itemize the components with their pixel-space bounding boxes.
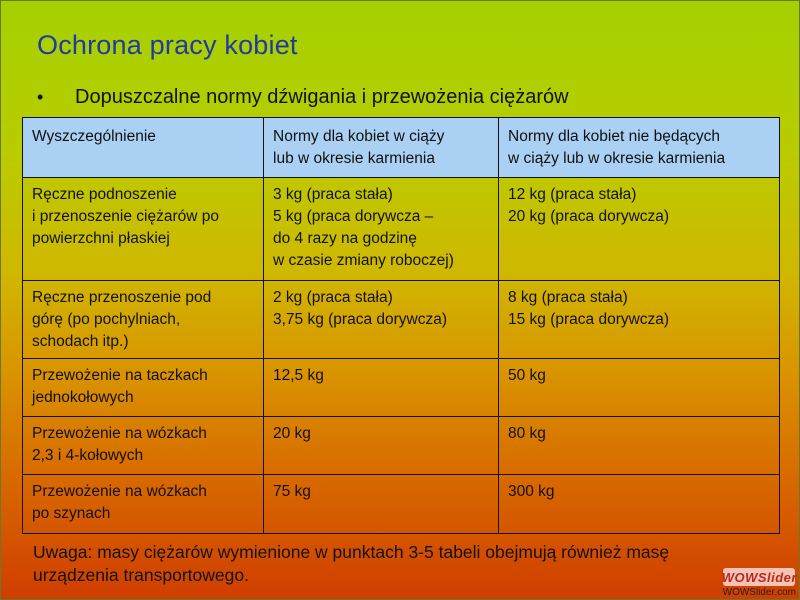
bullet-icon: • xyxy=(37,87,44,107)
cell-line: w czasie zmiany roboczej) xyxy=(273,252,454,269)
cell-line: 2,3 i 4-kołowych xyxy=(32,447,144,464)
cell-line: Normy dla kobiet nie będących xyxy=(508,128,720,145)
cell-line: schodach itp.) xyxy=(32,333,129,350)
cell-line: w ciąży lub w okresie karmienia xyxy=(508,150,726,167)
table-row xyxy=(23,475,780,534)
cell-line: po szynach xyxy=(32,505,111,522)
cell-line: 20 kg xyxy=(273,425,311,442)
note xyxy=(33,541,669,587)
cell-line: 3,75 kg (praca dorywcza) xyxy=(273,311,448,328)
cell-line: Ręczne przenoszenie pod xyxy=(32,289,212,306)
table-cell xyxy=(499,178,780,281)
table-cell xyxy=(23,178,264,281)
table-cell xyxy=(264,417,499,475)
note-line: urządzenia transportowego. xyxy=(33,565,249,585)
cell-line: 3 kg (praca stała) xyxy=(273,186,393,203)
cell-line: 50 kg xyxy=(508,367,546,384)
table-cell xyxy=(264,475,499,534)
cell-line: 12 kg (praca stała) xyxy=(508,186,637,203)
cell-line: lub w okresie karmienia xyxy=(273,150,435,167)
table-row xyxy=(23,417,780,475)
table-header-row xyxy=(23,118,780,178)
table-cell xyxy=(264,178,499,281)
table-row xyxy=(23,178,780,281)
table-header-cell xyxy=(264,118,499,178)
table-cell xyxy=(499,475,780,534)
subtitle-text: Dopuszczalne normy dźwigania i przewożenia ciężarów xyxy=(75,86,569,108)
cell-line: powierzchni płaskiej xyxy=(32,230,170,247)
table-cell xyxy=(23,417,264,475)
cell-line: Przewożenie na wózkach xyxy=(32,483,207,500)
table-cell xyxy=(23,281,264,359)
table-cell xyxy=(499,359,780,417)
norms-table xyxy=(22,117,780,534)
cell-line: 2 kg (praca stała) xyxy=(273,289,393,306)
cell-line: i przenoszenie ciężarów po xyxy=(32,208,219,225)
cell-line: Ręczne podnoszenie xyxy=(32,186,177,203)
table-cell xyxy=(264,281,499,359)
cell-line: 8 kg (praca stała) xyxy=(508,289,628,306)
cell-line: górę (po pochylniach, xyxy=(32,311,181,328)
watermark xyxy=(723,568,796,598)
cell-line: 15 kg (praca dorywcza) xyxy=(508,311,670,328)
cell-line: 12,5 kg xyxy=(273,367,324,384)
table-cell xyxy=(499,281,780,359)
subtitle xyxy=(37,86,569,109)
cell-line: Przewożenie na taczkach xyxy=(32,367,208,384)
cell-line: 20 kg (praca dorywcza) xyxy=(508,208,670,225)
cell-line: Normy dla kobiet w ciąży xyxy=(273,128,445,145)
cell-line: 80 kg xyxy=(508,425,546,442)
cell-line: 300 kg xyxy=(508,483,555,500)
table-header-cell xyxy=(499,118,780,178)
cell-line: Przewożenie na wózkach xyxy=(32,425,207,442)
slide-title: Ochrona pracy kobiet xyxy=(37,30,298,60)
cell-line: jednokołowych xyxy=(32,389,134,406)
table-row xyxy=(23,281,780,359)
wowslider-logo: WOWSlider xyxy=(721,569,797,585)
note-line: Uwaga: masy ciężarów wymienione w punktach 3-5 tabeli obejmują również masę xyxy=(33,542,670,562)
table-header-cell xyxy=(23,118,264,178)
table-cell xyxy=(264,359,499,417)
table-cell xyxy=(23,475,264,534)
table-cell xyxy=(499,417,780,475)
table-row xyxy=(23,359,780,417)
cell-line: Wyszczególnienie xyxy=(32,128,156,145)
watermark-url: WOWSlider.com xyxy=(722,587,796,598)
cell-line: 75 kg xyxy=(273,483,311,500)
cell-line: 5 kg (praca dorywcza – xyxy=(273,208,434,225)
cell-line: do 4 razy na godzinę xyxy=(273,230,417,247)
table-cell xyxy=(23,359,264,417)
